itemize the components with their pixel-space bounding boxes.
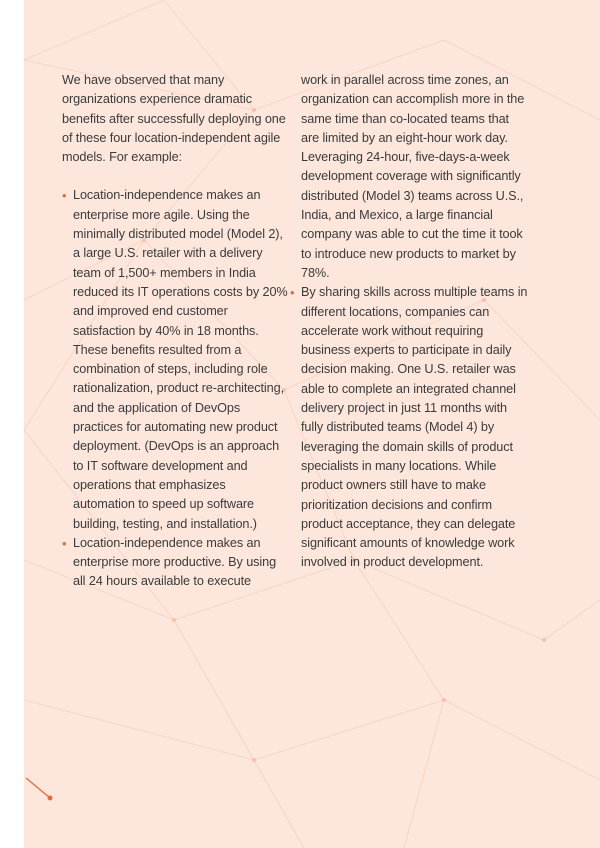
document-page — [24, 0, 600, 848]
accent-line-icon — [26, 778, 53, 801]
right-column — [290, 71, 530, 573]
bullet-icon: • — [62, 535, 67, 551]
intro-paragraph: We have observed that many organizations experience dramatic benefits after successfully deploying one of these four location-independent agile models. For example: — [62, 73, 286, 165]
list-item — [62, 186, 288, 533]
bullet-text: Location-independence makes an enterprise more productive. By using all 24 hours available to execute — [73, 535, 277, 589]
bullet-icon: • — [62, 188, 67, 204]
right-bullet-list — [290, 283, 530, 572]
list-item — [62, 534, 288, 592]
left-column — [62, 71, 288, 592]
bullet-icon: • — [290, 285, 295, 301]
left-bullet-list — [62, 186, 288, 591]
bullet-text: By sharing skills across multiple teams in different locations, companies can accelerate work without requiring business experts to participate in daily decision making. One U.S. retailer was able to complete an integrated channel delivery project in just 11 months with fully distributed teams (Model 4) by leveraging the domain skills of product specialists in many locations. While product owners still have to make prioritization decisions and confirm product acceptance, they can delegate significant amounts of knowledge work involved in product development. — [301, 285, 528, 570]
list-item — [290, 283, 530, 572]
continuation-paragraph: work in parallel across time zones, an organization can accomplish more in the same time than co-located teams that are limited by an eight-hour work day. Leveraging 24-hour, five-days-a-week development coverage with significantly distributed (Model 3) teams across U.S., India, and Mexico, a large financial company was able to cut the time it took to introduce new products to market by 78%. — [301, 73, 525, 280]
bullet-text: Location-independence makes an enterprise more agile. Using the minimally distributed model (Model 2), a large U.S. retailer with a delivery team of 1,500+ members in India reduced its IT operations costs by 20% and improved end customer satisfaction by 40% in 18 months. These benefits resulted from a combination of steps, including role rationalization, product re-architecting, and the application of DevOps practices for automating new product deployment. (DevOps is an approach to IT software development and operations that emphasizes automation to speed up software building, testing, and installation.) — [73, 188, 288, 531]
